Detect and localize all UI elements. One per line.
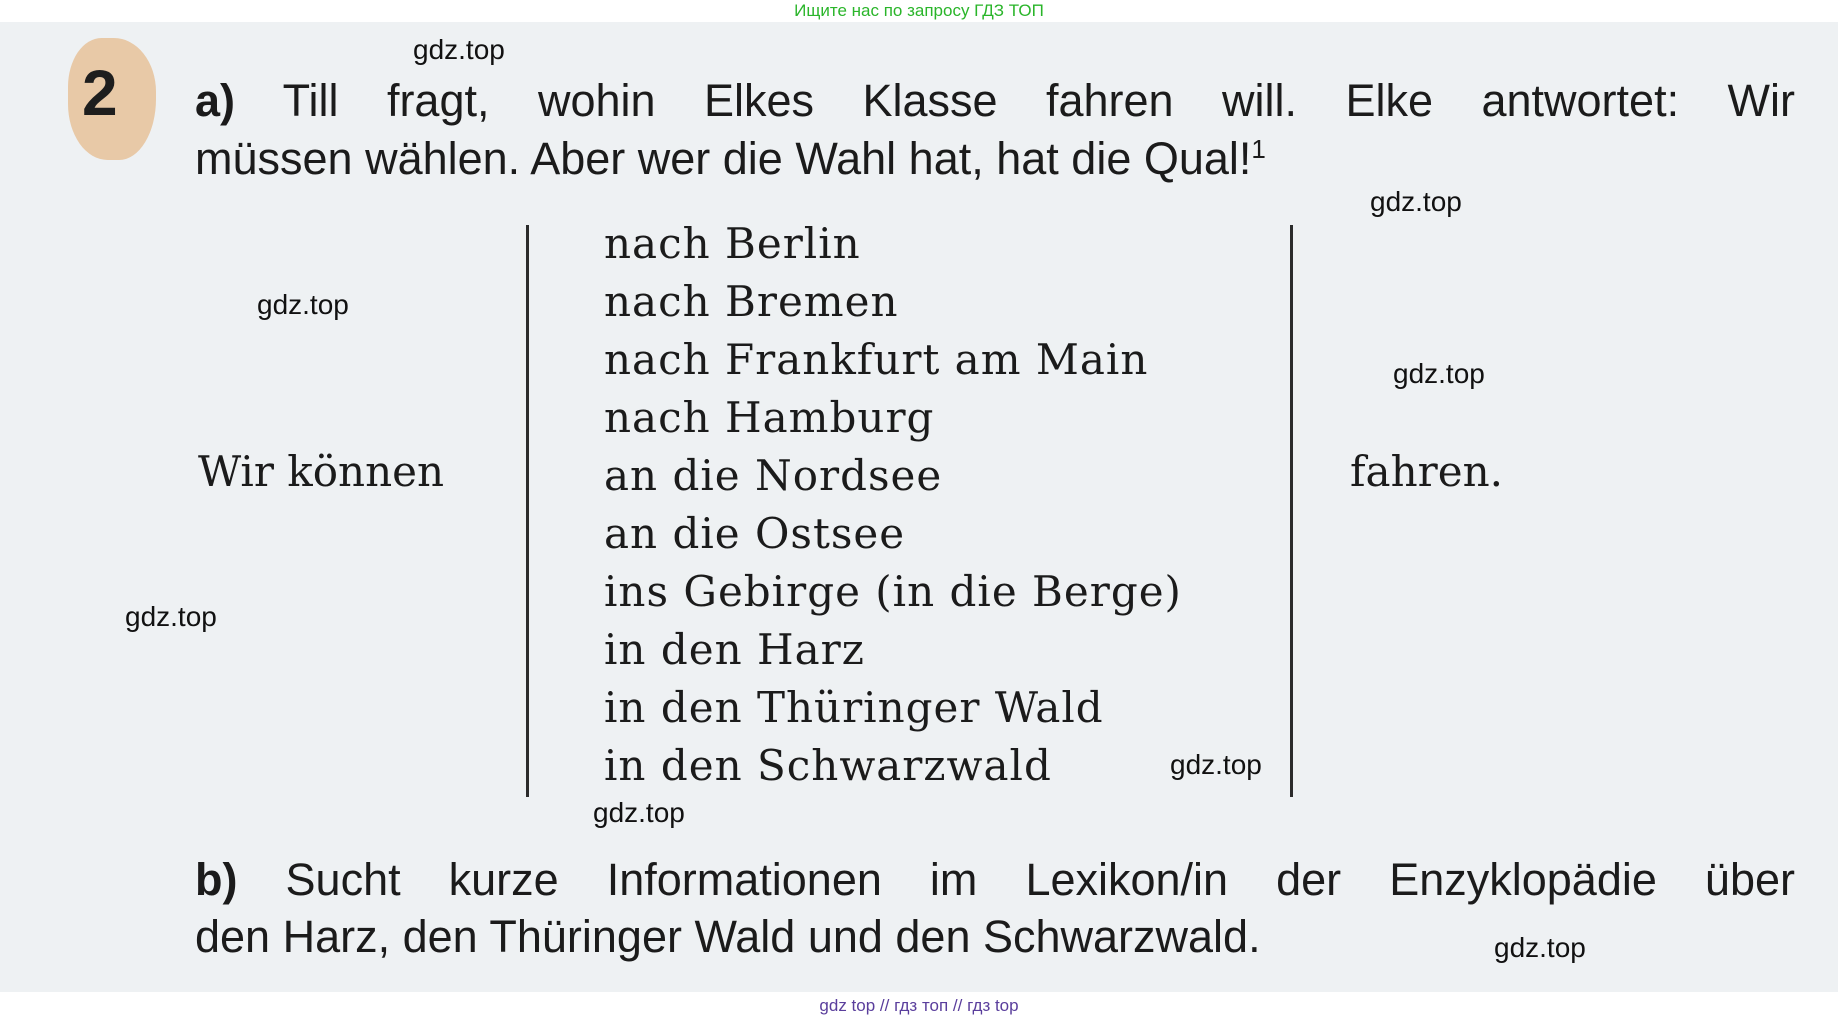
part-b-text-2: den Harz, den Thüringer Wald und den Schwarzwald.	[195, 911, 1261, 962]
list-item: nach Berlin	[604, 219, 861, 268]
watermark: gdz.top	[257, 289, 349, 320]
watermark: gdz.top	[1170, 749, 1262, 780]
part-a-line-1	[195, 72, 1795, 130]
top-banner: Ищите нас по запросу ГДЗ ТОП	[794, 1, 1044, 20]
list-item: nach Hamburg	[604, 393, 935, 442]
list-item: an die Nordsee	[604, 451, 943, 500]
watermark: gdz.top	[593, 797, 685, 828]
sentence-suffix: fahren.	[1350, 447, 1503, 496]
task-number: 2	[82, 57, 118, 129]
sentence-prefix: Wir können	[198, 447, 445, 496]
watermark: gdz.top	[1370, 186, 1462, 217]
list-item: in den Harz	[604, 625, 865, 674]
part-b-label: b)	[195, 854, 238, 905]
watermark: gdz.top	[1393, 358, 1485, 389]
part-a-text-2: müssen wählen. Aber wer die Wahl hat, hat die Qual!	[195, 133, 1252, 184]
watermark: gdz.top	[1494, 932, 1586, 963]
right-divider	[1290, 225, 1293, 797]
part-a-label: a)	[195, 75, 236, 126]
list-item: in den Schwarzwald	[604, 741, 1052, 790]
list-item: nach Bremen	[604, 277, 899, 326]
watermark: gdz.top	[413, 34, 505, 65]
list-item: in den Thüringer Wald	[604, 683, 1104, 732]
part-b-text-1: Sucht kurze Informationen im Lexikon/in der Enzyklopädie über	[285, 854, 1795, 905]
left-divider	[526, 225, 529, 797]
part-b-line-1	[195, 851, 1795, 909]
list-item: an die Ostsee	[604, 509, 906, 558]
list-item: ins Gebirge (in die Berge)	[604, 567, 1182, 616]
part-a-text-1: Till fragt, wohin Elkes Klasse fahren will. Elke antwortet: Wir	[282, 75, 1795, 126]
list-item: nach Frankfurt am Main	[604, 335, 1149, 384]
watermark: gdz.top	[125, 601, 217, 632]
destination-list	[604, 215, 1182, 795]
footnote-marker: 1	[1251, 134, 1266, 164]
bottom-footer: gdz top // гдз топ // гдз top	[819, 996, 1019, 1015]
part-a-line-2	[195, 130, 1795, 188]
